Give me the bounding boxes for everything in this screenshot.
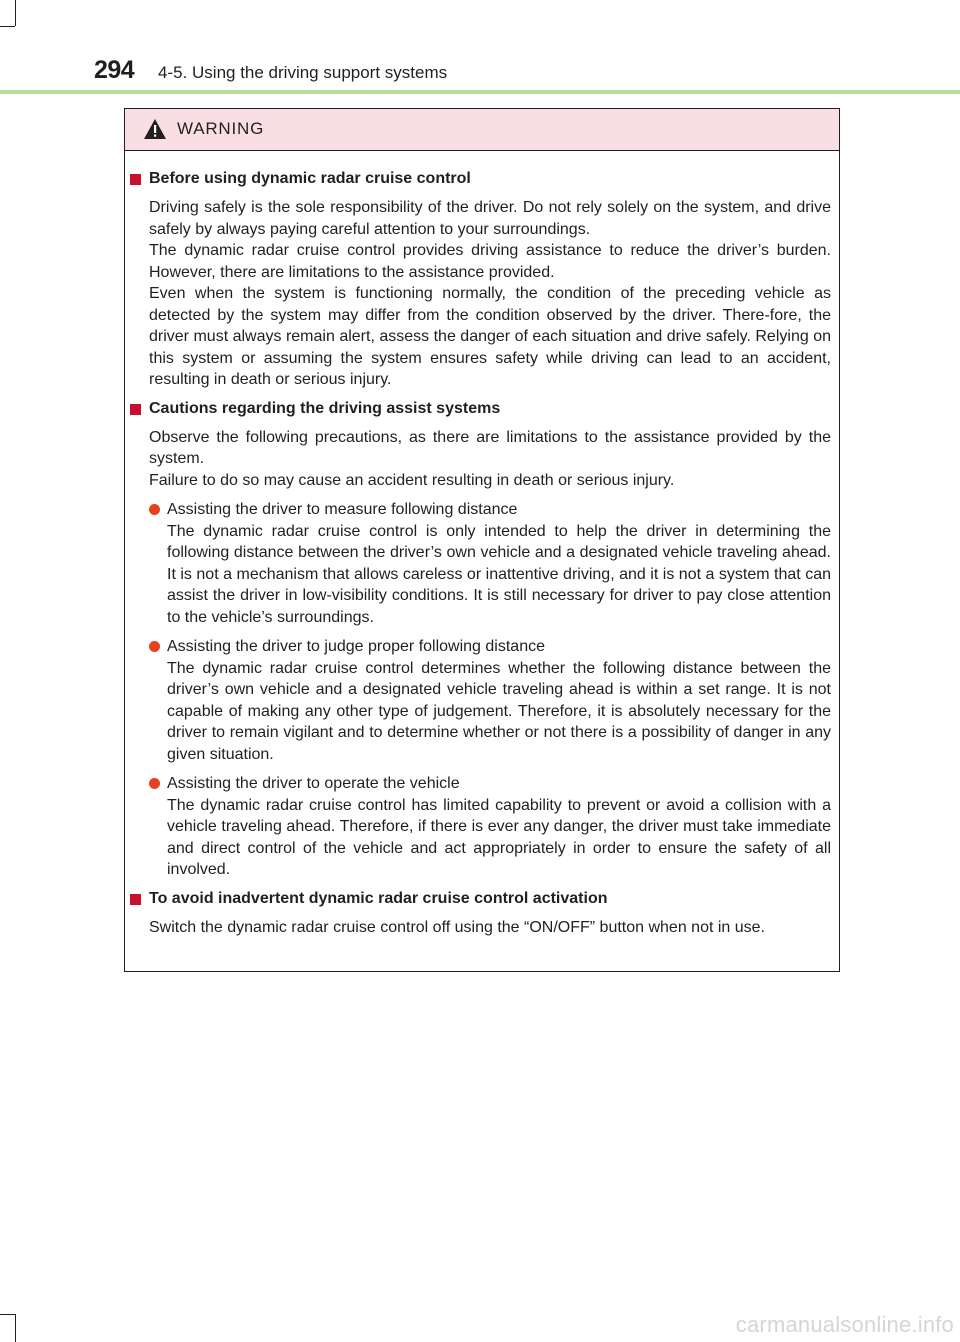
page-header: [94, 54, 960, 88]
section-heading-text: Before using dynamic radar cruise control: [149, 170, 471, 187]
watermark: carmanualsonline.info: [735, 1312, 954, 1337]
bullet-item: [167, 636, 831, 765]
paragraph: Failure to do so may cause an accident resulting in death or serious injury.: [149, 471, 675, 489]
paragraph: Even when the system is functioning normally, the condition of the preceding vehicle as detected by the system may differ from the condition observed by the driver. There-fore, the driver must always remain alert, assess the danger of each situation and drive safely. Relying on this system or assuming the system ensures safety while driving can lead to an accident, resulting in death or serious injury.: [149, 285, 831, 388]
bullet-item: [167, 773, 831, 881]
warning-triangle-icon: [143, 118, 167, 140]
bullet-dot-icon: [149, 641, 160, 652]
section-body: [149, 427, 831, 492]
section-heading-text: Cautions regarding the driving assist systems: [149, 399, 501, 417]
bullet-dot-icon: [149, 778, 160, 789]
section-body: [149, 197, 831, 391]
bullet-text: The dynamic radar cruise control has limited capability to prevent or avoid a collision with a vehicle traveling ahead. Therefore, if there is ever any danger, the driver must take immediate and direct control of the vehicle and act appropriately in order to ensure the safety of all involved.: [167, 796, 831, 878]
bullet-title: Assisting the driver to operate the vehicle: [167, 775, 460, 792]
section-heading: [149, 399, 831, 419]
section-heading: [149, 889, 831, 909]
bullet-dot-icon: [149, 504, 160, 515]
bullet-list: [167, 499, 831, 881]
bullet-title: Assisting the driver to measure following distance: [167, 501, 518, 518]
bullet-item: [167, 499, 831, 628]
crop-mark: [15, 1314, 16, 1342]
bullet-title: Assisting the driver to judge proper following distance: [167, 638, 545, 655]
warning-section: [149, 889, 831, 939]
section-heading: [149, 169, 831, 189]
section-square-icon: [130, 894, 141, 905]
section-body: [149, 917, 831, 939]
paragraph: Switch the dynamic radar cruise control off using the “ON/OFF” button when not in use.: [149, 918, 765, 936]
crop-mark: [0, 26, 15, 27]
paragraph: Observe the following precautions, as there are limitations to the assistance provided by the system.: [149, 428, 831, 467]
section-heading-text: To avoid inadvertent dynamic radar cruise control activation: [149, 889, 608, 907]
warning-label: WARNING: [177, 119, 265, 138]
warning-box: [124, 108, 840, 972]
crop-mark: [15, 0, 16, 26]
paragraph: Driving safely is the sole responsibility of the driver. Do not rely solely on the system, and drive safely by always paying careful attention to your surroundings.: [149, 199, 831, 238]
section-title: 4-5. Using the driving support systems: [158, 63, 448, 82]
crop-mark: [0, 1314, 15, 1315]
bullet-text: The dynamic radar cruise control is only intended to help the driver in determining the following distance between the driver’s own vehicle and a designated vehicle traveling ahead. It is not a mechanism that allows careless or inattentive driving, and it is not a system that can assist the driver in low-visibility conditions. It is still necessary for driver to pay close attention to the vehicle’s surroundings.: [167, 522, 831, 626]
warning-header: [125, 109, 839, 151]
section-square-icon: [130, 404, 141, 415]
section-square-icon: [130, 174, 141, 185]
header-divider: [0, 90, 960, 94]
page-number: 294: [94, 56, 135, 84]
paragraph: The dynamic radar cruise control provides driving assistance to reduce the driver’s burden. However, there are limitations to the assistance provided.: [149, 242, 831, 281]
warning-section: [149, 169, 831, 391]
warning-body: [125, 151, 839, 938]
warning-section: [149, 399, 831, 881]
bullet-text: The dynamic radar cruise control determines whether the following distance between the driver’s own vehicle and a designated vehicle traveling ahead is within a set range. It is not capable of making any other type of judgement. Therefore, it is absolutely necessary for the driver to remain vigilant and to determine whether or not there is a possibility of danger in any given situation.: [167, 659, 831, 763]
